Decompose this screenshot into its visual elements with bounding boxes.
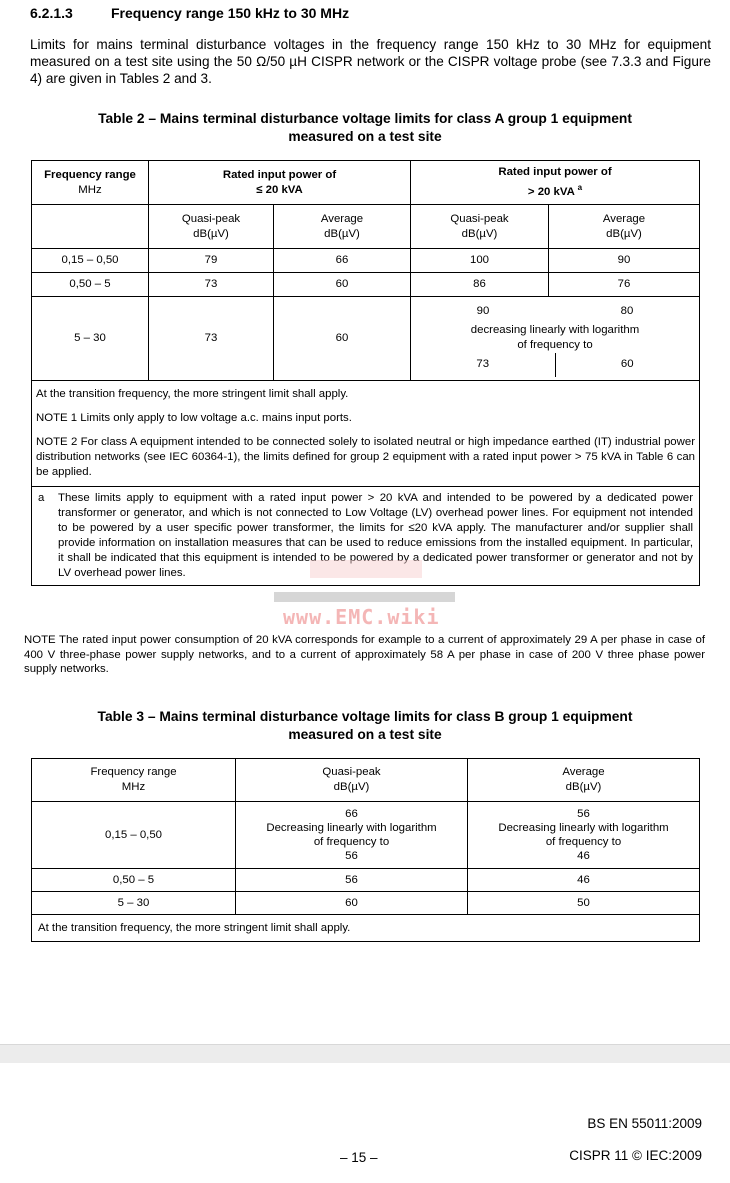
cell-avg-high: 76 <box>549 273 700 297</box>
decreasing-limits-inner <box>411 301 699 377</box>
table2-notes-row <box>32 381 700 487</box>
table3-header-row <box>32 759 700 802</box>
note2: NOTE 2 For class A equipment intended to be connected solely to isolated neutral or high impedance earthed (IT) industrial power distribution networks (see IEC 60364-1), the limits defined for group 2 equipment with a rated input power > 75 kVA in Table 6 can be applied. <box>36 436 695 478</box>
cell-freq: 0,50 – 5 <box>32 869 236 892</box>
cell-freq: 0,15 – 0,50 <box>32 249 149 273</box>
unit-label: dB(µV) <box>461 227 498 240</box>
decreasing-line1: decreasing linearly with logarithm <box>470 323 640 336</box>
unit-label: dB(µV) <box>324 227 360 240</box>
unit-label: dB(µV) <box>193 227 229 240</box>
table2-notes <box>32 381 700 487</box>
freq-unit-label: MHz <box>78 183 102 196</box>
table2-caption <box>30 110 700 146</box>
footer-copyright: CISPR 11 © IEC:2009 <box>569 1148 702 1163</box>
page-note: NOTE The rated input power consumption of 20 kVA corresponds for example to a current of approximately 29 A per phase in case of 400 V three-phase power supply networks, and to a current of approximately 58 A per phase in case of 200 V three phase power supply networks. <box>24 634 705 675</box>
table3-avg-header <box>468 759 700 802</box>
freq-header-label: Frequency range <box>44 168 136 181</box>
footnote-text: These limits apply to equipment with a rated input power > 20 kVA and intended to be powered by a dedicated power transformer or generator, and which is not connected to Low Voltage (LV) overhead power lines. For equipment not intended to be powered by a user specific power transformer, the limits for ≤20 kVA apply. The manufacturer and/or supplier shall provide information on installation measures that can be used to reduce emissions from the installed equipment. In particular, it shall be indicated that this equipment is intended to be powered by a dedicated power transformer or generator and not by LV overhead power lines. <box>58 492 693 579</box>
decreasing-line2: of frequency to <box>517 338 593 351</box>
qp-mid2: of frequency to <box>313 836 390 848</box>
cell-qp-low: 73 <box>149 297 274 381</box>
intro-paragraph: Limits for mains terminal disturbance voltages in the frequency range 150 kHz to 30 MHz for equipment measured on a test site using the 50 Ω/50 µH CISPR network or the CISPR voltage probe (see 7.3.3 and Figure 4) are given in Tables 2 and 3. <box>30 37 711 86</box>
cell-qp-low: 73 <box>149 273 274 297</box>
section-heading <box>30 5 349 21</box>
qp-high-end: 73 <box>411 353 555 377</box>
avg-high-start: 80 <box>620 305 634 317</box>
cell-freq: 0,15 – 0,50 <box>32 802 236 869</box>
table-row <box>32 273 700 297</box>
table-row <box>32 892 700 915</box>
cell-avg-low: 60 <box>274 273 411 297</box>
freq-header-label: Frequency range <box>90 766 177 778</box>
table3-transition-note: At the transition frequency, the more stringent limit shall apply. <box>32 915 700 942</box>
table3-caption <box>30 708 700 744</box>
cell-avg-high: 90 <box>549 249 700 273</box>
group-low-line2: ≤ 20 kVA <box>256 183 303 196</box>
table2-caption-line2: measured on a test site <box>288 129 442 144</box>
footer-page-number: – 15 – <box>340 1150 378 1165</box>
avg-label: Average <box>562 766 605 778</box>
group-high-line1: Rated input power of <box>498 166 612 179</box>
footnote-ref: a <box>577 183 583 193</box>
table2-qp-high-header <box>411 205 549 249</box>
avg-end: 46 <box>577 850 590 862</box>
section-number: 6.2.1.3 <box>30 5 73 21</box>
cell-avg-decreasing <box>468 802 700 869</box>
unit-label: dB(µV) <box>565 781 602 793</box>
qp-label: Quasi-peak <box>450 212 509 225</box>
table-row <box>32 869 700 892</box>
cell-avg: 50 <box>468 892 700 915</box>
transition-note: At the transition frequency, the more stringent limit shall apply. <box>36 388 349 400</box>
table2-subheader-row <box>32 205 700 249</box>
table-row <box>32 249 700 273</box>
table2-caption-line1: Table 2 – Mains terminal disturbance voltage limits for class A group 1 equipment <box>98 111 632 126</box>
qp-end: 56 <box>345 850 358 862</box>
note1: NOTE 1 Limits only apply to low voltage a.c. mains input ports. <box>36 412 352 424</box>
cell-avg: 46 <box>468 869 700 892</box>
table2-avg-high-header <box>549 205 700 249</box>
table2-qp-low-header <box>149 205 274 249</box>
table2-group-low <box>149 161 411 205</box>
avg-high-end: 60 <box>620 358 634 370</box>
decreasing-text <box>411 323 699 353</box>
table3-notes-row <box>32 915 700 942</box>
cell-qp-high: 100 <box>411 249 549 273</box>
avg-label: Average <box>602 212 646 225</box>
avg-label: Average <box>320 212 364 225</box>
cell-qp: 56 <box>236 869 468 892</box>
table2-header-row <box>32 161 700 205</box>
watermark-bar <box>274 592 455 602</box>
qp-high-start: 90 <box>476 305 490 317</box>
cell-avg-low: 66 <box>274 249 411 273</box>
table3-caption-line2: measured on a test site <box>288 727 442 742</box>
table2-group-high <box>411 161 700 205</box>
avg-start: 56 <box>577 808 590 820</box>
group-high-line2: > 20 kVA <box>527 185 575 198</box>
group-high-line2-wrap <box>414 180 696 200</box>
qp-start: 66 <box>345 808 358 820</box>
cell-qp-high: 86 <box>411 273 549 297</box>
cell-avg-low: 60 <box>274 297 411 381</box>
page-break-band <box>0 1044 730 1063</box>
cell-qp: 60 <box>236 892 468 915</box>
table3-qp-header <box>236 759 468 802</box>
watermark-text: www.EMC.wiki <box>283 605 440 629</box>
cell-freq: 5 – 30 <box>32 297 149 381</box>
cell-freq: 5 – 30 <box>32 892 236 915</box>
table-row <box>32 802 700 869</box>
group-low-line1: Rated input power of <box>222 168 337 181</box>
cell-qp-low: 79 <box>149 249 274 273</box>
table2-avg-low-header <box>274 205 411 249</box>
table-row <box>32 297 700 381</box>
table2-freq-header <box>32 161 149 205</box>
footnote-mark: a <box>38 492 45 504</box>
table3-caption-line1: Table 3 – Mains terminal disturbance voltage limits for class B group 1 equipment <box>97 709 633 724</box>
cell-freq: 0,50 – 5 <box>32 273 149 297</box>
unit-label: dB(µV) <box>333 781 370 793</box>
table3-freq-header <box>32 759 236 802</box>
unit-label: dB(µV) <box>606 227 642 240</box>
avg-mid1: Decreasing linearly with logarithm <box>498 822 669 834</box>
watermark-box <box>310 560 422 578</box>
freq-unit-label: MHz <box>121 781 146 793</box>
cell-qp-decreasing <box>236 802 468 869</box>
avg-mid2: of frequency to <box>545 836 622 848</box>
qp-label: Quasi-peak <box>322 766 381 778</box>
qp-mid1: Decreasing linearly with logarithm <box>266 822 437 834</box>
table3 <box>31 758 700 942</box>
qp-label: Quasi-peak <box>181 212 241 225</box>
cell-decreasing-limits <box>411 297 700 381</box>
table2-freq-blank <box>32 205 149 249</box>
footer-standard: BS EN 55011:2009 <box>587 1116 702 1131</box>
table2 <box>31 160 700 586</box>
section-title: Frequency range 150 kHz to 30 MHz <box>111 5 350 21</box>
